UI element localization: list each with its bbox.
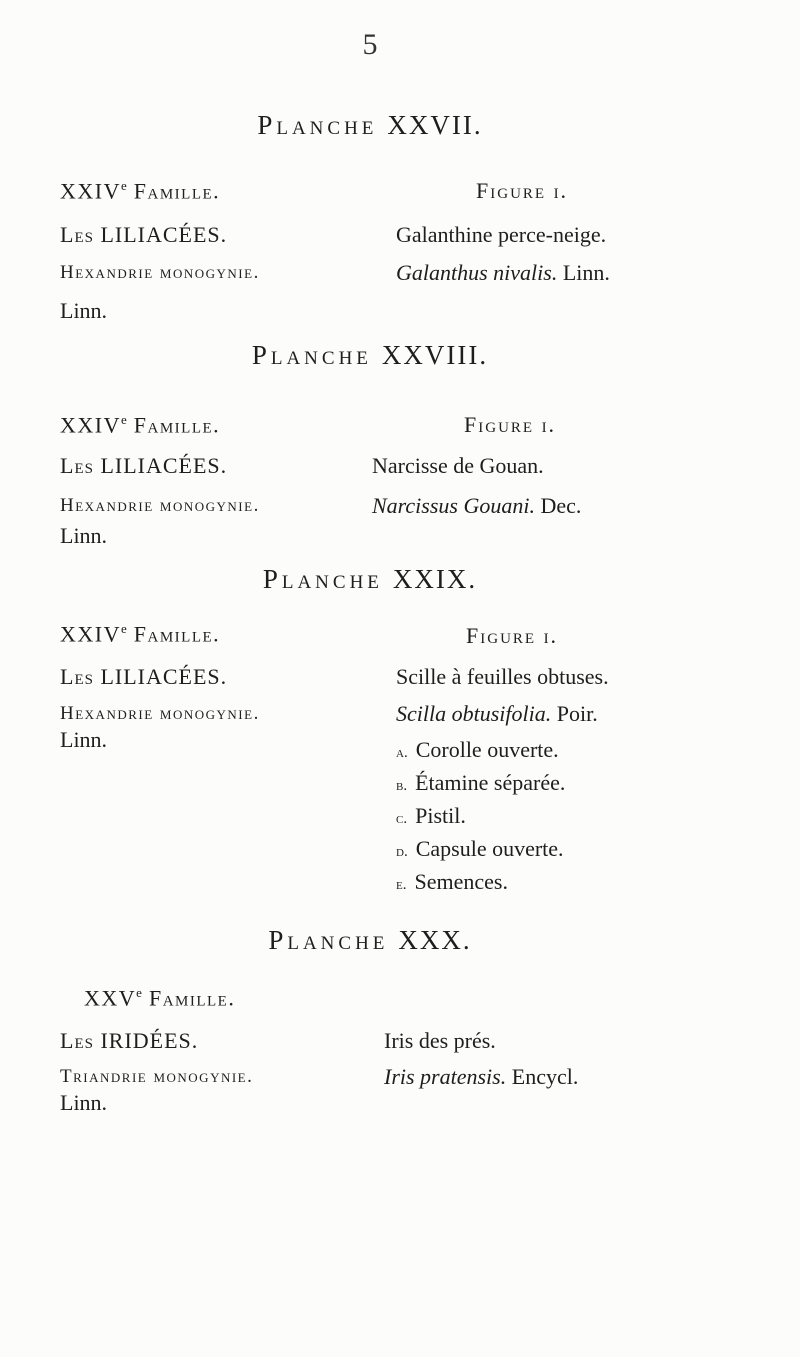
detail-item: b. Étamine séparée.: [396, 770, 566, 795]
linn-label: Linn.: [60, 298, 108, 323]
planche-number: XXVII.: [387, 110, 483, 140]
common-name: Narcisse de Gouan.: [372, 453, 544, 478]
planche-word: Planche: [268, 925, 389, 955]
detail-item: a. Corolle ouverte.: [396, 737, 559, 762]
latin-author: Linn.: [562, 260, 610, 285]
planche-number: XXIX.: [392, 564, 478, 594]
family-name: Les LILIACÉES.: [60, 664, 228, 689]
plate-heading-xxix: [0, 564, 740, 595]
planche-word: Planche: [257, 110, 378, 140]
linn-label: Linn.: [60, 727, 108, 752]
famille-line: XXIVe Famille.: [60, 178, 221, 204]
latin-name: Narcissus Gouani.: [372, 493, 535, 518]
linn-label: Linn.: [60, 1090, 108, 1115]
family-name: Les LILIACÉES.: [60, 222, 228, 247]
famille-line: XXVe Famille.: [84, 985, 236, 1011]
latin-name: Scilla obtusifolia.: [396, 701, 552, 726]
linnaean-class: Hexandrie monogynie.: [60, 495, 260, 516]
figure-label: Figure i.: [464, 412, 557, 437]
planche-number: XXVIII.: [381, 340, 489, 370]
detail-item: c. Pistil.: [396, 803, 466, 828]
latin-name-line: [384, 1064, 578, 1090]
linnaean-class: Triandrie monogynie.: [60, 1066, 254, 1087]
detail-item: e. Semences.: [396, 869, 508, 894]
famille-line: XXIVe Famille.: [60, 621, 221, 647]
common-name: Iris des prés.: [384, 1028, 496, 1053]
page-number: 5: [362, 28, 378, 61]
latin-name-line: [372, 493, 581, 519]
planche-number: XXX.: [398, 925, 472, 955]
figure-label: Figure i.: [466, 623, 559, 648]
plate-heading-xxviii: [0, 340, 740, 371]
family-name: Les IRIDÉES.: [60, 1028, 199, 1053]
latin-name-line: [396, 701, 598, 727]
latin-author: Encycl.: [511, 1064, 579, 1089]
linnaean-class: Hexandrie monogynie.: [60, 262, 260, 283]
famille-line: XXIVe Famille.: [60, 412, 221, 438]
planche-word: Planche: [262, 564, 383, 594]
family-name: Les LILIACÉES.: [60, 453, 228, 478]
detail-item: d. Capsule ouverte.: [396, 836, 564, 861]
common-name: Galanthine perce-neige.: [396, 222, 607, 247]
planche-word: Planche: [251, 340, 372, 370]
common-name: Scille à feuilles obtuses.: [396, 664, 609, 689]
latin-name: Galanthus nivalis.: [396, 260, 558, 285]
linnaean-class: Hexandrie monogynie.: [60, 703, 260, 724]
plate-heading-xxx: [0, 925, 740, 956]
latin-name: Iris pratensis.: [384, 1064, 507, 1089]
latin-author: Poir.: [556, 701, 598, 726]
latin-name-line: [396, 260, 610, 286]
figure-label: Figure i.: [476, 178, 569, 203]
linn-label: Linn.: [60, 523, 108, 548]
latin-author: Dec.: [540, 493, 582, 518]
plate-heading-xxvii: [0, 110, 740, 141]
